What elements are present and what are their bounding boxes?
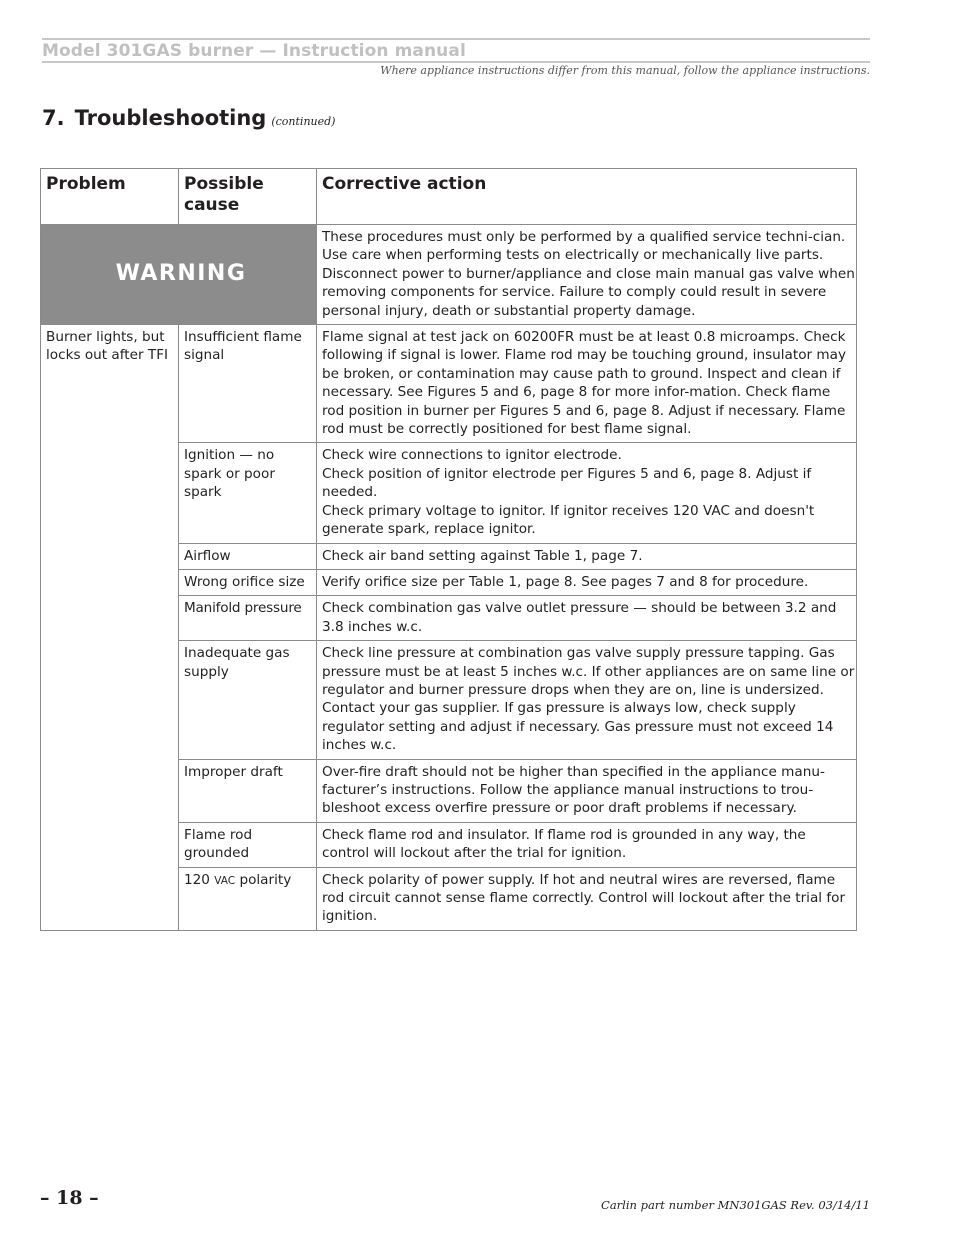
warning-row xyxy=(41,225,857,325)
problem-cell: Burner lights, but locks out after TFI xyxy=(41,325,179,443)
section-heading xyxy=(42,106,335,130)
cause-cell: Airflow xyxy=(179,543,317,569)
table-row xyxy=(41,443,857,543)
troubleshooting-table xyxy=(40,168,857,931)
cause-cell: Improper draft xyxy=(179,759,317,822)
column-header-possible-cause: Possible cause xyxy=(179,169,317,225)
table-row xyxy=(41,596,857,641)
warning-text: These procedures must only be performed by a qualified service techni-cian. Use care when performing tests on electrically or mechanically live parts. Disconnect power to burner/appliance and close main manual gas valve when removing components for service. Failure to comply could result in severe personal injury, death or substantial property damage. xyxy=(317,225,857,325)
action-cell: Check polarity of power supply. If hot and neutral wires are reversed, flame rod circuit cannot sense flame correctly. Control will lockout after the trial for ignition. xyxy=(317,867,857,930)
action-line: Check wire connections to ignitor electrode. xyxy=(322,447,622,464)
cause-cell: Flame rod grounded xyxy=(179,822,317,867)
column-header-corrective-action: Corrective action xyxy=(317,169,857,225)
cause-voltage: 120 xyxy=(184,871,210,888)
section-title: Troubleshooting xyxy=(74,106,267,130)
table-row xyxy=(41,759,857,822)
action-cell: Flame signal at test jack on 60200FR must be at least 0.8 microamps. Check following if signal is lower. Flame rod may be touching ground, insulator may be broken, or contamination may cause path to ground. Inspect and clean if necessary. See Figures 5 and 6, page 8 for more infor-mation. Check flame rod position in burner per Figures 5 and 6, page 8. Adjust if necessary. Flame rod must be correctly positioned for best flame signal. xyxy=(317,325,857,443)
section-continued: (continued) xyxy=(271,115,336,128)
column-header-problem: Problem xyxy=(41,169,179,225)
action-cell: Check combination gas valve outlet pressure — should be between 3.2 and 3.8 inches w.c. xyxy=(317,596,857,641)
cause-cell: Wrong orifice size xyxy=(179,569,317,595)
problem-cell-continued xyxy=(41,543,179,569)
table-row xyxy=(41,569,857,595)
table-row xyxy=(41,543,857,569)
action-cell xyxy=(317,443,857,543)
header-rule-top xyxy=(42,38,870,40)
action-cell: Check flame rod and insulator. If flame rod is grounded in any way, the control will lockout after the trial for ignition. xyxy=(317,822,857,867)
cause-cell: Manifold pressure xyxy=(179,596,317,641)
action-cell: Verify orifice size per Table 1, page 8. See pages 7 and 8 for procedure. xyxy=(317,569,857,595)
table-row xyxy=(41,325,857,443)
problem-cell-continued xyxy=(41,569,179,595)
action-cell: Over-fire draft should not be higher than specified in the appliance manu-facturer’s instructions. Follow the appliance manual instructions to trou-bleshoot excess overfire pressure or poor draft problems if necessary. xyxy=(317,759,857,822)
table-row xyxy=(41,867,857,930)
page-number: – 18 – xyxy=(40,1187,99,1209)
manual-title: Model 301GAS burner — Instruction manual xyxy=(42,41,466,61)
problem-cell-continued xyxy=(41,759,179,822)
cause-cell: Insufficient flame signal xyxy=(179,325,317,443)
warning-label: WARNING xyxy=(41,225,317,325)
header-note: Where appliance instructions differ from this manual, follow the appliance instructions. xyxy=(380,64,870,77)
cause-cell xyxy=(179,867,317,930)
action-line: Check position of ignitor electrode per Figures 5 and 6, page 8. Adjust if needed. xyxy=(322,465,812,501)
action-line: Check primary voltage to ignitor. If ignitor receives 120 VAC and doesn't generate spark, replace ignitor. xyxy=(322,502,815,538)
problem-cell-continued xyxy=(41,822,179,867)
problem-cell-continued xyxy=(41,443,179,543)
section-number: 7. xyxy=(42,106,65,130)
table-row xyxy=(41,822,857,867)
table-header-row xyxy=(41,169,857,225)
problem-cell-continued xyxy=(41,867,179,930)
header-rule-bottom xyxy=(42,61,870,63)
action-cell: Check line pressure at combination gas valve supply pressure tapping. Gas pressure must be at least 5 inches w.c. If other appliances are on same line or regulator and burner pressure drops when they are on, line is undersized. Contact your gas supplier. If gas pressure is always low, check supply regulator setting and adjust if necessary. Gas pressure must not exceed 14 inches w.c. xyxy=(317,641,857,759)
cause-cell: Ignition — no spark or poor spark xyxy=(179,443,317,543)
cause-cell: Inadequate gas supply xyxy=(179,641,317,759)
problem-cell-continued xyxy=(41,641,179,759)
action-cell: Check air band setting against Table 1, page 7. xyxy=(317,543,857,569)
problem-cell-continued xyxy=(41,596,179,641)
table-row xyxy=(41,641,857,759)
part-number: Carlin part number MN301GAS Rev. 03/14/11 xyxy=(601,1198,870,1212)
cause-polarity: polarity xyxy=(239,871,292,888)
cause-voltage-unit: VAC xyxy=(214,874,236,887)
